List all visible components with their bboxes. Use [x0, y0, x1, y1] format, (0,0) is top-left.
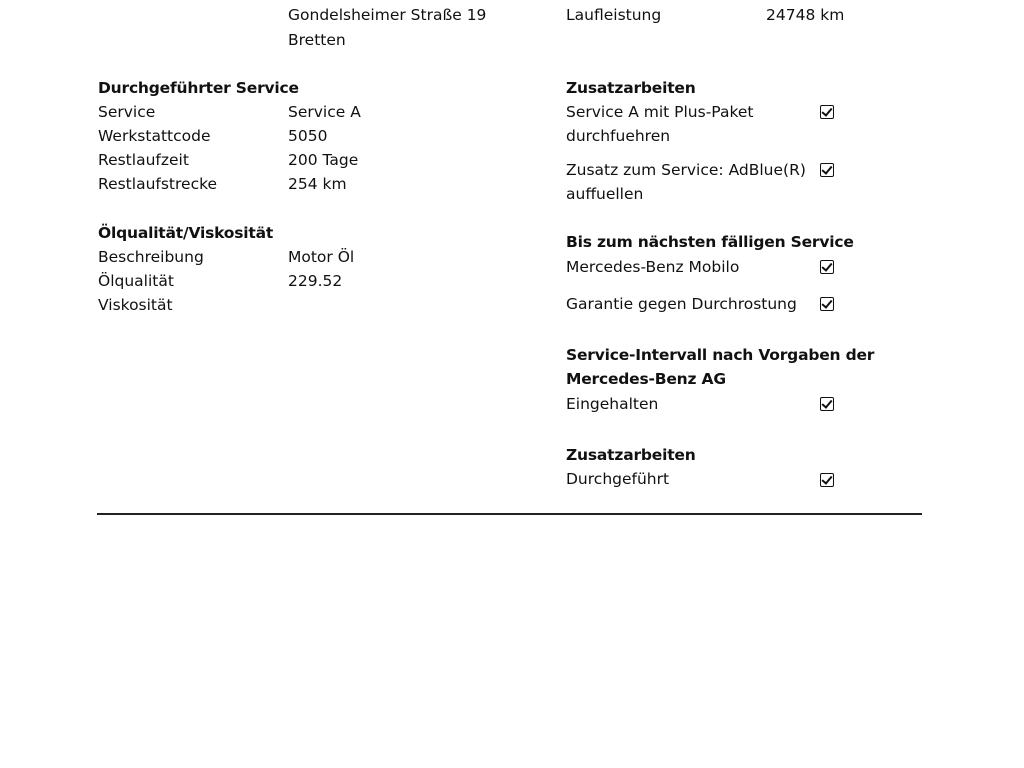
- oil-quality-label: Ölqualität: [98, 272, 174, 290]
- rust-warranty-checkbox[interactable]: [820, 297, 834, 311]
- until-next-service-heading: Bis zum nächsten fälligen Service: [566, 233, 854, 251]
- address-city: Bretten: [288, 31, 346, 49]
- address-street: Gondelsheimer Straße 19: [288, 6, 487, 24]
- service-interval-heading-line2: Mercedes-Benz AG: [566, 370, 726, 388]
- section-divider: [97, 513, 922, 515]
- additional-work-item-1-checkbox[interactable]: [820, 105, 834, 119]
- additional-work-item-1-line1: Service A mit Plus-Paket: [566, 103, 754, 121]
- oil-quality-value: 229.52: [288, 272, 343, 290]
- workshop-code-value: 5050: [288, 127, 328, 145]
- additional-work-2-heading: Zusatzarbeiten: [566, 446, 696, 464]
- workshop-code-label: Werkstattcode: [98, 127, 211, 145]
- additional-work-item-2-line1: Zusatz zum Service: AdBlue(R): [566, 161, 806, 179]
- service-label: Service: [98, 103, 156, 121]
- additional-work-item-2-checkbox[interactable]: [820, 163, 834, 177]
- mobilo-label: Mercedes-Benz Mobilo: [566, 258, 740, 276]
- remaining-time-label: Restlaufzeit: [98, 151, 189, 169]
- interval-kept-checkbox[interactable]: [820, 397, 834, 411]
- rust-warranty-label: Garantie gegen Durchrostung: [566, 295, 797, 313]
- oil-description-value: Motor Öl: [288, 248, 355, 266]
- service-value: Service A: [288, 103, 361, 121]
- viscosity-label: Viskosität: [98, 296, 173, 314]
- remaining-distance-value: 254 km: [288, 175, 347, 193]
- mileage-label: Laufleistung: [566, 6, 662, 24]
- service-performed-heading: Durchgeführter Service: [98, 79, 299, 97]
- mobilo-checkbox[interactable]: [820, 260, 834, 274]
- service-interval-heading-line1: Service-Intervall nach Vorgaben der: [566, 346, 875, 364]
- performed-checkbox[interactable]: [820, 473, 834, 487]
- additional-work-heading: Zusatzarbeiten: [566, 79, 696, 97]
- interval-kept-label: Eingehalten: [566, 395, 659, 413]
- oil-heading: Ölqualität/Viskosität: [98, 224, 274, 242]
- remaining-distance-label: Restlaufstrecke: [98, 175, 218, 193]
- oil-description-label: Beschreibung: [98, 248, 204, 266]
- remaining-time-value: 200 Tage: [288, 151, 359, 169]
- additional-work-item-1-line2: durchfuehren: [566, 127, 671, 145]
- mileage-value: 24748 km: [766, 6, 845, 24]
- performed-label: Durchgeführt: [566, 470, 670, 488]
- additional-work-item-2-line2: auffuellen: [566, 185, 644, 203]
